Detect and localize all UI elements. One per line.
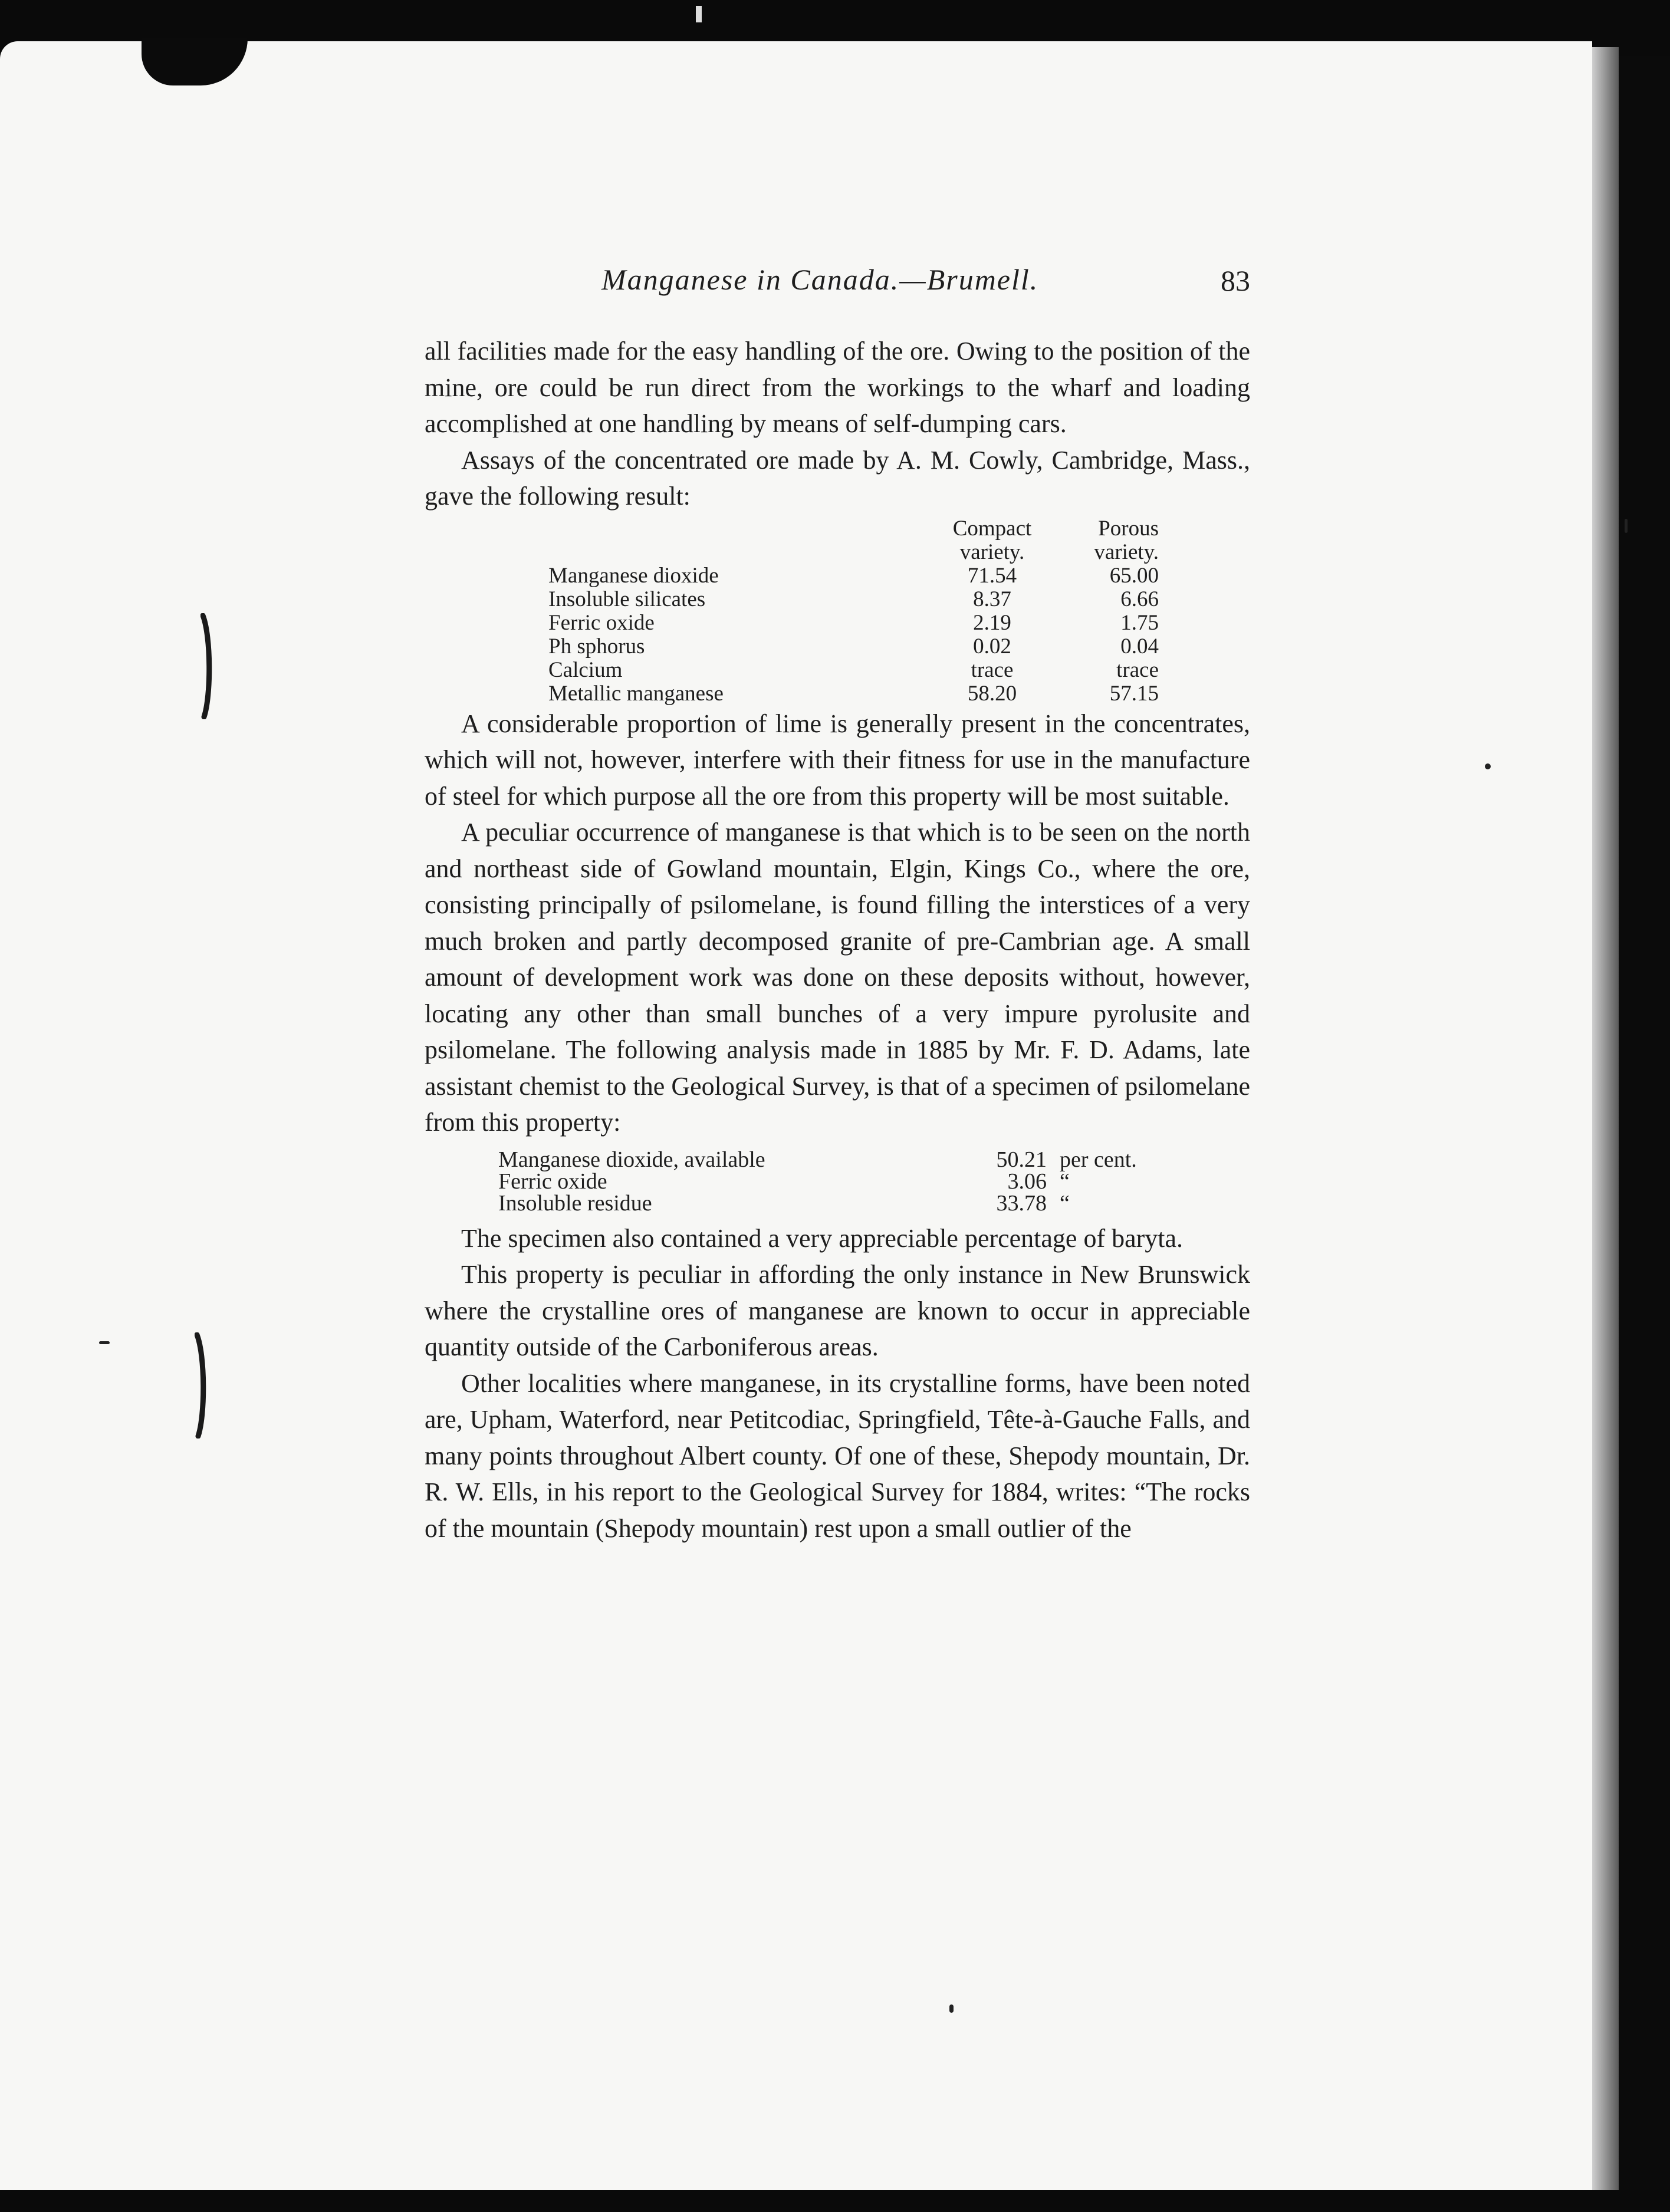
table-cell: 2.19 — [973, 610, 1011, 635]
row-label: Ph sphorus — [548, 634, 645, 659]
column-header: Porous — [1098, 516, 1159, 541]
scan-speck — [949, 2004, 954, 2013]
scan-bottom-border — [0, 2190, 1670, 2212]
binding-stitch-icon — [195, 1332, 208, 1439]
paragraph: A considerable proportion of lime is generally present in the concentrates, which will not, however, interfere with their fitness for use in the manufacture of steel for which purpose all the ore from this property will be most suitable. — [425, 709, 1250, 811]
row-label: Manganese dioxide — [548, 563, 719, 588]
table-cell: 3.06 — [1007, 1168, 1047, 1194]
paragraph: Assays of the concentrated ore made by A. M. Cowly, Cambridge, Mass., gave the following result: — [425, 445, 1250, 511]
table-cell: 6.66 — [1120, 587, 1159, 611]
table-cell: “ — [1060, 1190, 1070, 1216]
table-cell: per cent. — [1060, 1147, 1137, 1172]
paragraph: all facilities made for the easy handling of the ore. Owing to the position of the mine, ore could be run direct from the workings to the wharf and loading accomplished at one handling by means of self-dumping cars. — [425, 337, 1250, 438]
table-cell: 71.54 — [967, 563, 1017, 588]
page-body — [425, 333, 1250, 1546]
table-cell: 8.37 — [973, 587, 1011, 611]
row-label: Ferric oxide — [548, 610, 655, 635]
column-header: variety. — [1094, 539, 1159, 564]
table-cell: trace — [1116, 657, 1159, 682]
row-label: Manganese dioxide, available — [498, 1147, 765, 1172]
binding-stitch-icon — [200, 613, 213, 719]
running-title: Manganese in Canada.—Brumell. — [601, 263, 1039, 296]
table-row — [498, 1149, 1148, 1171]
table-row — [498, 1193, 1148, 1214]
table-cell: “ — [1060, 1168, 1070, 1194]
row-label: Insoluble residue — [498, 1190, 652, 1216]
table-row — [548, 659, 1159, 682]
table-cell: 57.15 — [1109, 681, 1159, 706]
table-row — [548, 682, 1159, 706]
scan-speck — [1625, 519, 1628, 533]
scan-mark — [696, 6, 702, 22]
paragraph: The specimen also contained a very appreciable percentage of baryta. — [461, 1223, 1184, 1253]
table-cell: trace — [971, 657, 1014, 682]
page-number: 83 — [1221, 264, 1250, 297]
column-header: Compact — [952, 516, 1032, 541]
row-label: Metallic manganese — [548, 681, 724, 706]
table-header-row — [548, 517, 1159, 541]
table-row — [548, 564, 1159, 588]
row-label: Ferric oxide — [498, 1168, 607, 1194]
table-cell: 1.75 — [1120, 610, 1159, 635]
paragraph: This property is peculiar in affording the only instance in New Brunswick where the crystalline ores of manganese are known to occur in appreciable quantity outside of the Carboniferous areas. — [425, 1260, 1250, 1361]
table-row — [548, 611, 1159, 635]
paragraph: A peculiar occurrence of manganese is that which is to be seen on the north and northeast side of Gowland mountain, Elgin, Kings Co., where the ore, consisting principally of psilomelane, is found filling the interstices of a very much broken and partly decomposed granite of pre-Cambrian age. A small amount of development work was done on these deposits without, however, locating any other than small bunches of a very impure pyrolusite and psilomelane. The following analysis made in 1885 by Mr. F. D. Adams, late assistant chemist to the Geological Survey, is that of a specimen of psilomelane from this property: — [425, 818, 1250, 1137]
table-cell: 65.00 — [1109, 563, 1159, 588]
paragraph: Other localities where manganese, in its crystalline forms, have been noted are, Upham, Waterford, near Petitcodiac, Springfield, Tête-à-Gauche Falls, and many points throughout Albert county. Of one of these, Shepody mountain, Dr. R. W. Ells, in his report to the Geological Survey for 1884, writes: “The rocks of the mountain (Shepody mountain) rest upon a small outlier of the — [425, 1368, 1250, 1543]
table-cell: 58.20 — [967, 681, 1017, 706]
page-edge-shadow — [1592, 47, 1619, 2193]
scan-speck — [99, 1341, 110, 1344]
row-label: Insoluble silicates — [548, 587, 706, 611]
table-cell: 0.04 — [1120, 634, 1159, 659]
table-cell: 33.78 — [996, 1190, 1047, 1216]
scan-speck — [1485, 763, 1491, 769]
table-cell: 0.02 — [973, 634, 1011, 659]
assay-table — [548, 517, 1159, 706]
table-header-row — [548, 541, 1159, 564]
analysis-table — [498, 1149, 1148, 1214]
table-row — [498, 1171, 1148, 1193]
row-label: Calcium — [548, 657, 623, 682]
table-row — [548, 588, 1159, 611]
column-header: variety. — [959, 539, 1025, 564]
page-header — [425, 262, 1250, 310]
table-row — [548, 635, 1159, 659]
table-cell: 50.21 — [996, 1147, 1047, 1172]
